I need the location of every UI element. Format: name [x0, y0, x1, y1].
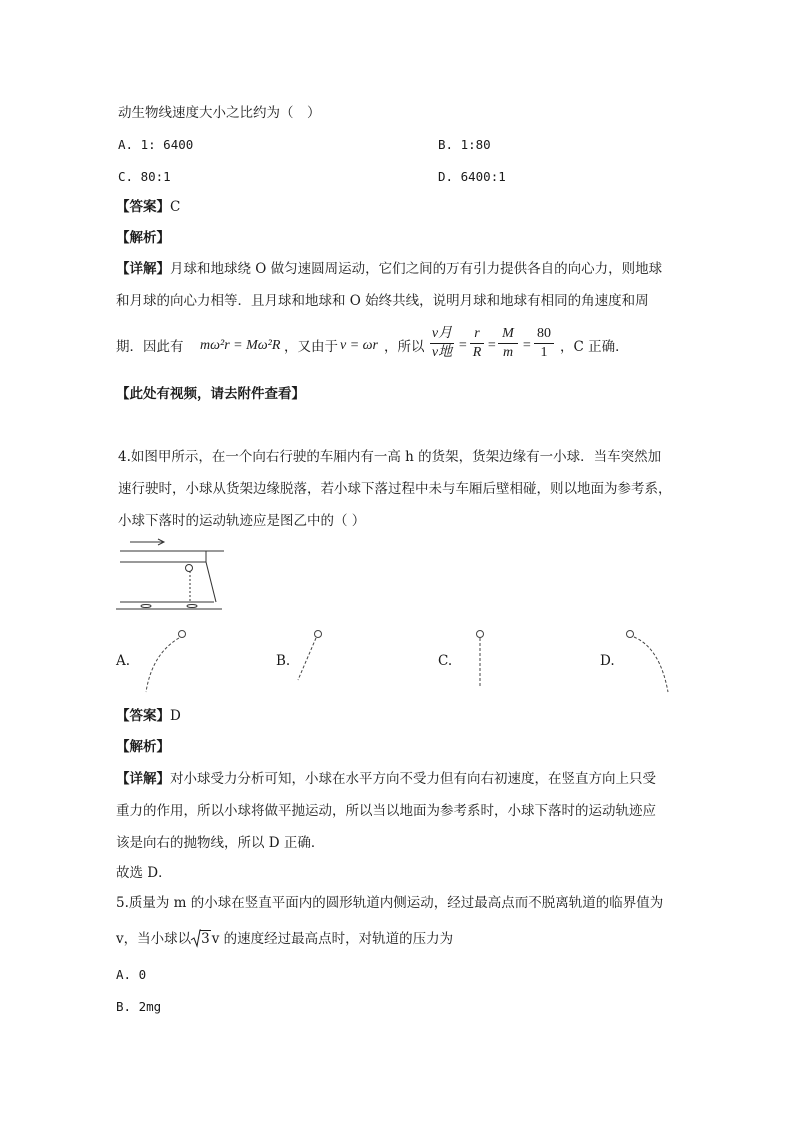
- q5-option-a-label: A.: [116, 967, 132, 982]
- q3-option-b[interactable]: [438, 136, 491, 154]
- q4-conclusion: 故选 D．: [116, 865, 172, 881]
- q3-formula-centripetal: mω²r = Mω²R: [200, 338, 281, 353]
- q3-frac3-num: M: [502, 326, 514, 341]
- q4-detail-line3: 该是向右的抛物线，所以 D 正确．: [116, 835, 325, 851]
- q4-detail-tag: 【详解】: [116, 771, 170, 787]
- q3-eq3: =: [522, 338, 532, 353]
- q4-option-b-label[interactable]: B.: [276, 653, 291, 669]
- q4-option-c-label[interactable]: C.: [438, 653, 453, 669]
- trajectory-b-figure: [292, 626, 332, 686]
- q4-detail-line2: 重力的作用，所以小球将做平抛运动，所以当以地面为参考系时，小球下落时的运动轨迹应: [116, 803, 656, 819]
- q3-frac-result: [534, 326, 554, 361]
- q5-stem-line2: [116, 930, 453, 948]
- q3-frac1-den: v地: [431, 345, 453, 360]
- q3-eq1: =: [458, 338, 468, 353]
- trajectory-c-figure: [470, 626, 490, 692]
- q3-frac2-den: R: [472, 345, 482, 360]
- q5-stem-line2-pre: v，当小球以: [116, 931, 192, 947]
- q3-frac-mass-ratio: [498, 326, 518, 361]
- q3-detail-line1: [116, 260, 662, 278]
- q4-stem-line2: 速行驶时，小球从货架边缘脱落，若小球下落过程中未与车厢后壁相碰，则以地面为参考系，: [118, 481, 672, 497]
- q5-option-a-value: 0: [138, 967, 147, 982]
- q3-option-b-label: B.: [438, 137, 454, 152]
- q5-stem-line1: 5.质量为 m 的小球在竖直平面内的圆形轨道内侧运动，经过最高点而不脱离轨道的临界值为: [116, 895, 664, 911]
- q3-detail-line3-post: ，C 正确．: [560, 339, 629, 355]
- q3-option-a[interactable]: [118, 136, 193, 154]
- q3-option-a-label: A.: [118, 137, 134, 152]
- q3-frac4-den: 1: [540, 345, 548, 360]
- q3-eq2: =: [487, 338, 497, 353]
- q4-option-d-label[interactable]: D.: [600, 653, 615, 669]
- q3-option-c[interactable]: [118, 168, 171, 186]
- q3-stem-tail: 动生物线速度大小之比约为（ ）: [118, 105, 321, 121]
- q3-detail-line3-mid: ，又由于: [284, 339, 338, 355]
- q4-answer-value: D: [170, 708, 181, 724]
- q3-frac-radius-ratio: [470, 326, 484, 361]
- q5-sqrt: [191, 930, 211, 948]
- q4-detail-line1: [116, 770, 656, 788]
- q3-frac3-den: m: [502, 345, 514, 360]
- trajectory-a-figure: [142, 626, 192, 698]
- q3-option-c-label: C.: [118, 169, 134, 184]
- q3-analysis-tag: 【解析】: [116, 230, 170, 246]
- q3-option-b-value: 1:80: [460, 137, 491, 152]
- q3-frac4-num: 80: [537, 326, 551, 341]
- q4-answer-tag: 【答案】: [116, 708, 170, 724]
- q4-answer: [116, 707, 181, 725]
- q4-stem-line3: 小球下落时的运动轨迹应是图乙中的（ ）: [118, 513, 366, 529]
- q5-stem-line2-post: v 的速度经过最高点时，对轨道的压力为: [211, 931, 454, 947]
- q5-option-b[interactable]: [116, 998, 161, 1016]
- q3-video-note: 【此处有视频，请去附件查看】: [116, 386, 305, 402]
- q3-option-a-value: 1: 6400: [140, 137, 194, 152]
- q3-frac-velocity-ratio: [430, 326, 454, 361]
- q3-detail-text1: 月球和地球绕 O 做匀速圆周运动，它们之间的万有引力提供各自的向心力，则地球: [170, 261, 663, 277]
- sqrt-sign-icon: [191, 929, 201, 948]
- q5-option-b-value: 2mg: [138, 999, 162, 1014]
- q3-option-d-value: 6400:1: [460, 169, 506, 184]
- q3-option-d-label: D.: [438, 169, 454, 184]
- q4-option-a-label[interactable]: A.: [116, 653, 131, 669]
- q3-option-c-value: 80:1: [140, 169, 171, 184]
- trajectory-d-figure: [622, 626, 672, 696]
- q3-option-d[interactable]: [438, 168, 506, 186]
- q3-detail-line2: 和月球的向心力相等．且月球和地球和 O 始终共线，说明月球和地球有相同的角速度和周: [116, 293, 649, 309]
- q3-answer: [116, 198, 180, 216]
- q3-detail-line3-pre: 期．因此有: [116, 339, 184, 355]
- q4-stem-line1: 4.如图甲所示，在一个向右行驶的车厢内有一高 h 的货架，货架边缘有一小球．当车突然加: [118, 449, 662, 465]
- carriage-figure: [116, 538, 228, 614]
- q3-answer-tag: 【答案】: [116, 199, 170, 215]
- q5-sqrt-radicand: 3: [201, 931, 210, 947]
- q4-detail-text1: 对小球受力分析可知，小球在水平方向不受力但有向右初速度，在竖直方向上只受: [170, 771, 656, 787]
- q4-analysis-tag: 【解析】: [116, 739, 170, 755]
- q3-answer-value: C: [170, 199, 181, 215]
- q3-detail-tag: 【详解】: [116, 261, 170, 277]
- q5-option-a[interactable]: [116, 966, 146, 984]
- q3-detail-line3-mid2: ，所以: [384, 339, 425, 355]
- q3-frac2-num: r: [474, 326, 480, 341]
- q5-option-b-label: B.: [116, 999, 132, 1014]
- q3-frac1-num: v月: [431, 326, 453, 341]
- q3-formula-velocity: v = ωr: [340, 338, 378, 353]
